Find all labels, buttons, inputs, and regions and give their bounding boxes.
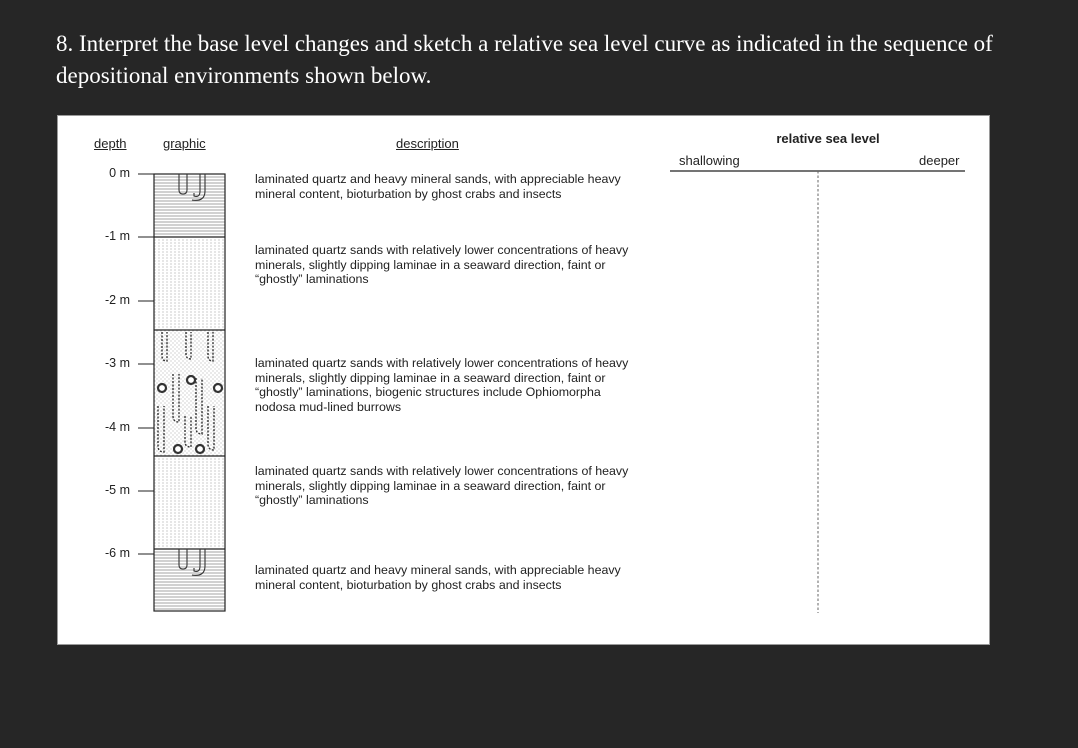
question-text: 8. Interpret the base level changes and sketch a relative sea level curve as indicated in the sequence of depositional environments shown below.	[56, 31, 993, 88]
depth-label-3: -3 m	[105, 356, 130, 370]
shallowing-label: shallowing	[679, 153, 740, 168]
unit-4-description: laminated quartz sands with relatively lower concentrations of heavy minerals, slightly dipping laminae in a seaward direction, faint or “ghostly” laminations	[255, 464, 629, 508]
depth-label-5: -5 m	[105, 483, 130, 497]
unit-3-description: laminated quartz sands with relatively lower concentrations of heavy minerals, slightly dipping laminae in a seaward direction, faint or “ghostly” laminations, biogenic structures include Ophiomorpha nodosa mud-lined burrows	[255, 356, 629, 414]
graphic-column-header: graphic	[163, 136, 206, 151]
relative-sea-level-title: relative sea level	[776, 131, 880, 146]
unit-4-fill	[154, 456, 225, 549]
unit-1-description: laminated quartz and heavy mineral sands, with appreciable heavy mineral content, bioturbation by ghost crabs and insects	[255, 172, 621, 201]
depth-label-1: -1 m	[105, 229, 130, 243]
depth-label-2: -2 m	[105, 293, 130, 307]
unit-2-fill	[154, 237, 225, 330]
stratigraphic-figure	[57, 115, 990, 645]
unit-5-fill	[154, 549, 225, 611]
deeper-label: deeper	[919, 153, 960, 168]
depth-label-0: 0 m	[109, 166, 130, 180]
depth-column-header: depth	[94, 136, 127, 151]
depth-label-6: -6 m	[105, 546, 130, 560]
unit-1-fill	[154, 174, 225, 237]
unit-5-description: laminated quartz and heavy mineral sands, with appreciable heavy mineral content, bioturbation by ghost crabs and insects	[255, 563, 621, 592]
unit-2-description: laminated quartz sands with relatively lower concentrations of heavy minerals, slightly dipping laminae in a seaward direction, faint or “ghostly” laminations	[255, 243, 629, 287]
description-column-header: description	[396, 136, 459, 151]
depth-label-4: -4 m	[105, 420, 130, 434]
